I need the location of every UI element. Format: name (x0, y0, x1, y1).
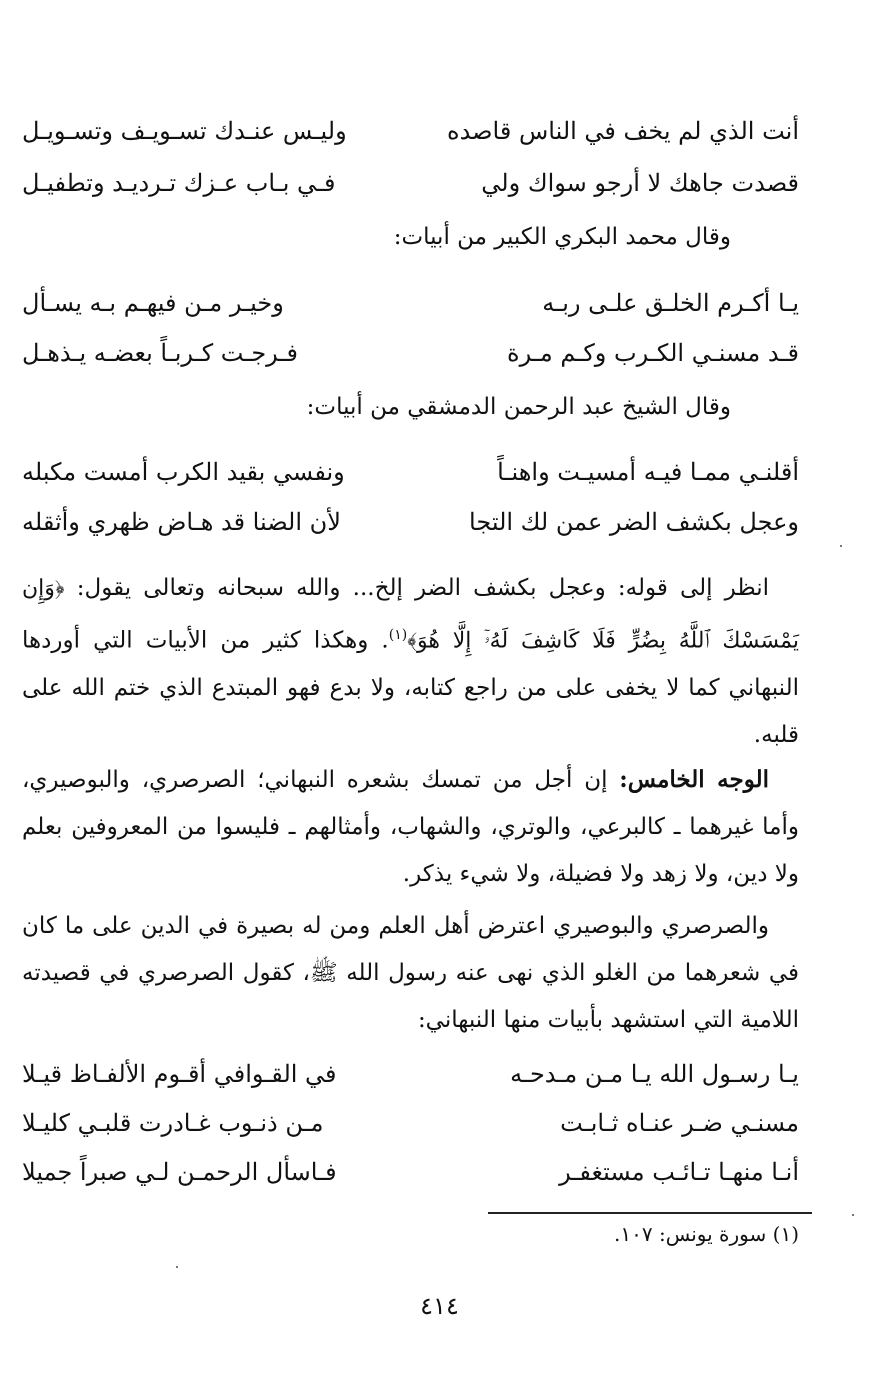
verse-second-hemistich: فـي بـاب عـزك تـرديـد وتطفيـل (22, 169, 336, 197)
verse-line (22, 333, 799, 373)
verse-line (22, 283, 799, 323)
paragraph-text: والصرصري والبوصيري اعترض أهل العلم ومن له بصيرة في الدين على ما كان في شعرهما من الغلو الذي نهى عنه رسول الله ﷺ، كقول الصرصري في قصيدته اللامية التي استشهد بأبيات منها النبهاني: (22, 913, 799, 1033)
verse-line (22, 111, 799, 151)
verse-first-hemistich: أنـا منهـا تـائـب مستغفـر (559, 1158, 799, 1186)
verse-line (22, 1054, 799, 1094)
verse-line (22, 1152, 799, 1192)
scan-speck (840, 545, 842, 547)
poem-intro: وقال الشيخ عبد الرحمن الدمشقي من أبيات: (306, 394, 731, 420)
verse-first-hemistich: قصدت جاهك لا أرجو سواك ولي (481, 169, 799, 197)
paragraph-text: إن أجل من تمسك بشعره النبهاني؛ الصرصري، والبوصيري، وأما غيرهما ـ كالبرعي، والوتري، والشهاب، وأمثالهم ـ فليسوا من المعروفين بعلم ولا دين، ولا زهد ولا فضيلة، ولا شيء يذكر. (22, 767, 799, 887)
verse-second-hemistich: وخيـر مـن فيهـم بـه يسـأل (22, 289, 284, 317)
verse-first-hemistich: مسنـي ضـر عنـاه ثـابـت (560, 1109, 799, 1137)
quran-verse: ﴿وَإِن يَمْسَسْكَ ٱللَّهُ بِضُرٍّ فَلَا كَاشِفَ لَهُۥٓ إِلَّا هُوَ﴾ (22, 576, 799, 654)
commentary-paragraph (22, 903, 799, 1044)
verse-second-hemistich: فـاسأل الرحمـن لـي صبراً جميلا (22, 1158, 337, 1186)
section-paragraph (22, 756, 799, 898)
scan-speck (176, 1266, 178, 1268)
page-number: ٤١٤ (420, 1292, 459, 1320)
footnote-reference: (١) (388, 627, 408, 643)
commentary-paragraph (22, 565, 799, 759)
poem-intro: وقال محمد البكري الكبير من أبيات: (393, 224, 731, 250)
verse-first-hemistich: أنت الذي لم يخف في الناس قاصده (447, 117, 799, 145)
verse-second-hemistich: لأن الضنا قد هـاض ظهري وأثقله (22, 508, 341, 536)
footnote: (١) سورة يونس: ١٠٧. (614, 1222, 799, 1246)
verse-line (22, 1103, 799, 1143)
verse-second-hemistich: مـن ذنـوب غـادرت قلبـي كليـلا (22, 1109, 324, 1137)
verse-second-hemistich: وليـس عنـدك تسـويـف وتسـويـل (22, 117, 347, 145)
verse-line (22, 163, 799, 203)
paragraph-text: انظر إلى قوله: وعجل بكشف الضر إلخ... والله سبحانه وتعالى يقول: (76, 575, 769, 601)
verse-first-hemistich: قـد مسنـي الكـرب وكـم مـرة (507, 339, 799, 367)
section-heading: الوجه الخامس: (619, 766, 769, 793)
verse-second-hemistich: ونفسي بقيد الكرب أمست مكبله (22, 458, 345, 486)
paragraph-text: . وهكذا كثير من الأبيات التي أوردها النبهاني كما لا يخفى على من راجع كتابه، ولا بدع فهو المبتدع الذي ختم الله على قلبه. (22, 627, 799, 748)
verse-first-hemistich: يـا رسـول الله يـا مـن مـدحـه (510, 1060, 799, 1088)
verse-second-hemistich: فـرجـت كـربـاً بعضـه يـذهـل (22, 339, 298, 367)
verse-first-hemistich: أقلنـي ممـا فيـه أمسيـت واهنـاً (497, 458, 799, 486)
scan-speck (852, 1214, 854, 1216)
verse-line (22, 502, 799, 542)
verse-second-hemistich: في القـوافي أقـوم الألفـاظ قيـلا (22, 1060, 337, 1088)
verse-first-hemistich: يـا أكـرم الخلـق علـى ربـه (542, 289, 799, 317)
footnote-separator (488, 1212, 812, 1214)
verse-line (22, 452, 799, 492)
verse-first-hemistich: وعجل بكشف الضر عمن لك التجا (469, 508, 799, 536)
